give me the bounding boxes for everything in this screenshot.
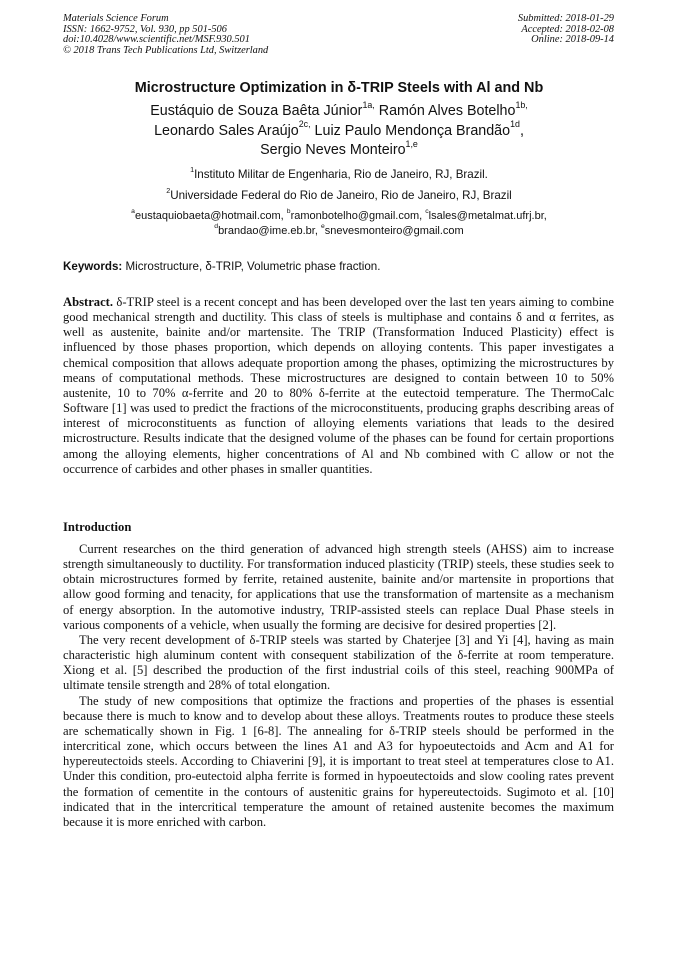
submitted-date: Submitted: 2018-01-29 — [517, 13, 614, 24]
introduction-paragraph: The study of new compositions that optimize the fractions and properties of the phases is essential because there is much to know and to develop about these alloys. Treatments routes to produce these steels are schematically shown in Fig. 1 [6-8]. The annealing for δ-TRIP steels should be performed in the intercritical zone, which occurs between the lines A1 and A3 for hypoeutectoids and Acm and A1 for hypereutectoids steels. According to Chiaverini [9], it is important to treat steel at temperatures close to A1. Under this condition, pro-eutectoid alpha ferrite is formed in hypoeutectoids and slow cooling rates prevent the formation of cementite in the contours of austenitic grains for hypereutectoids. Sugimoto et al. [10] indicated that in the intercritical temperature the amount of retained austenite becomes the maximum because it is more enriched with carbon. — [63, 693, 614, 829]
affiliation-mark: 1 — [190, 165, 195, 175]
affiliation-1 — [0, 165, 678, 181]
email-mark: c — [425, 208, 429, 216]
affiliation-2 — [0, 186, 678, 202]
affiliation-mark: 2 — [166, 186, 171, 196]
keywords-text: Microstructure, δ-TRIP, Volumetric phase fraction. — [122, 260, 381, 273]
accepted-date: Accepted: 2018-02-08 — [521, 23, 614, 35]
email-mark: a — [131, 208, 135, 216]
email-mark: e — [320, 222, 325, 230]
online-date: Online: 2018-09-14 — [531, 34, 614, 46]
affiliation-text: Instituto Militar de Engenharia, Rio de Janeiro, RJ, Brazil. — [194, 168, 488, 181]
email-line-2 — [0, 224, 678, 239]
introduction-heading: Introduction — [63, 520, 132, 534]
email-mark: d — [214, 222, 219, 230]
author-line-3 — [0, 138, 678, 161]
keywords — [63, 260, 380, 273]
submission-dates — [518, 14, 614, 46]
author-name: Ramón Alves Botelho — [378, 103, 516, 119]
email-line-1 — [0, 209, 678, 224]
author-name: Luiz Paulo Mendonça Brandão — [314, 122, 511, 139]
author-line-2: Leonardo Sales Araújo$^{2c,}$ Luiz Paulo Mendonça Brandão$^{1d}$, — [154, 119, 524, 139]
abstract-text: δ-TRIP steel is a recent concept and has been developed over the last ten years aiming to combine good mechanical strength and ductility. This class of steels is multiphase and contains δ and α ferrites, as well as austenite, bainite and/or martensite. The TRIP (Transformation Induced Plasticity) effect is influenced by those phases proportion, which depends on alloying contents. This paper investigates a chemical composition that allows adequate proportion among the phases, optimizing the microstructures by means of computational methods. These microstructures are designed to contain between 10 to 50% austenite, 10 to 70% α-ferrite and 20 to 80% δ-ferrite at the eutectoid temperature. The ThermoCalc Software [1] was used to predict the fractions of the microconstituents, producing graphs describing areas of interest of microconstituents as function of alloying elements variations that leads to the desired microstructure. Results indicate that the designed volume of the phases can be found for certain proportions among the alloying elements, higher concentrations of Al and Nb combined with C allow or not the occurrence of carbides and other phases in smaller quantities. — [63, 295, 614, 476]
author-affil-mark: 1,e — [405, 138, 418, 149]
introduction-paragraph: Current researches on the third generation of advanced high strength steels (AHSS) aim to increase strength simultaneously to ductility. For transformation induced plasticity (TRIP) steels, these studies seek to obtain microstructures formed by ferrite, retained austenite, bainite and/or martensite in proportions that allow good forming and tenacity, for applications that use the transformation of martensite as a mechanism of energy absorption. In the automotive industry, TRIP-assisted steels can replace Dual Phase steels in various components of a vehicle, when usually the forming are decisive for desired properties [2]. — [63, 542, 614, 632]
author-name: Eustáquio de Souza Baêta Júnior — [150, 103, 363, 119]
journal-issn: ISSN: 1662-9752, Vol. 930, pp 501-506 — [63, 23, 227, 35]
email-address: snevesmonteiro@gmail.com — [324, 224, 464, 237]
journal-copyright: © 2018 Trans Tech Publications Ltd, Switzerland — [63, 44, 269, 56]
author-line-1 — [0, 99, 678, 122]
affiliation-text: Universidade Federal do Rio de Janeiro, Rio de Janeiro, RJ, Brazil — [170, 189, 512, 202]
journal-name: Materials Science Forum — [63, 13, 169, 24]
email-address: brandao@ime.eb.br, — [218, 224, 321, 237]
journal-doi: doi:10.4028/www.scientific.net/MSF.930.501 — [63, 34, 250, 46]
author-affil-mark: 1a, — [362, 99, 375, 110]
journal-info — [63, 14, 268, 56]
author-affil-mark: 1d — [510, 119, 520, 130]
introduction-body — [63, 542, 614, 830]
author-emails — [0, 209, 678, 238]
author-name: Leonardo Sales Araújo — [154, 122, 299, 139]
author-name: Sergio Neves Monteiro — [260, 142, 406, 158]
author-affil-mark: 1b, — [515, 99, 528, 110]
email-address: lsales@metalmat.ufrj.br, — [428, 210, 547, 222]
abstract-label: Abstract. — [63, 295, 114, 309]
abstract — [63, 295, 614, 477]
paper-title: Microstructure Optimization in δ-TRIP Steels with Al and Nb — [134, 80, 544, 96]
keywords-label: Keywords: — [63, 260, 123, 273]
email-address: ramonbotelho@gmail.com, — [290, 210, 426, 222]
author-list — [0, 99, 678, 161]
author-affil-mark: 2c, — [298, 119, 311, 130]
email-address: eustaquiobaeta@hotmail.com, — [134, 210, 287, 222]
introduction-paragraph: The very recent development of δ-TRIP steels was started by Chaterjee [3] and Yi [4], having as main characteristic high aluminum content with consequent stabilization of the δ-ferrite at room temperature. Xiong et al. [5] described the production of the first industrial coils of this steel, reaching 900MPa of ultimate tensile strength and 28% of total elongation. — [63, 632, 614, 693]
email-mark: b — [286, 208, 291, 216]
